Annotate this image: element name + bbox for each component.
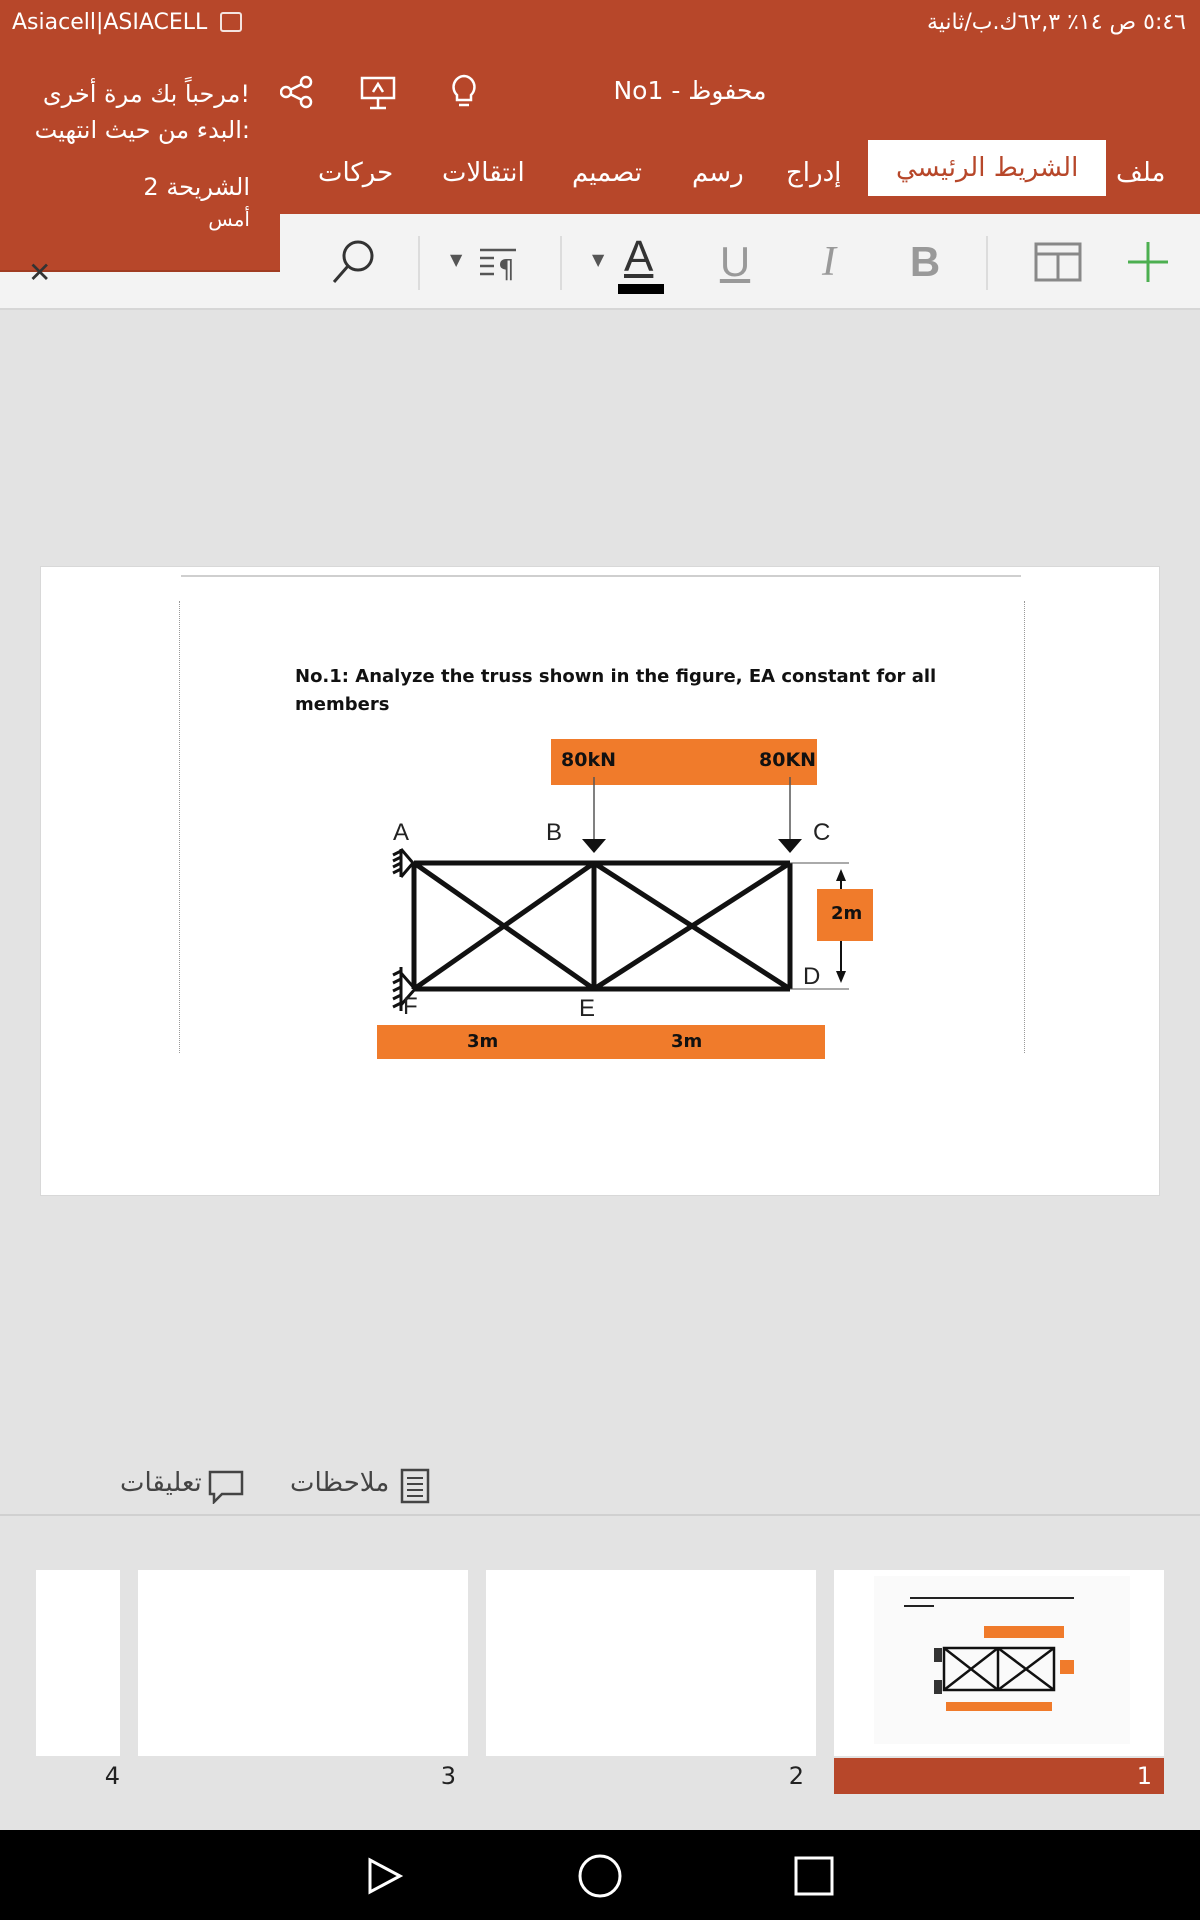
slide-thumbnail-4[interactable] (36, 1570, 120, 1756)
screenshot-icon (220, 12, 242, 32)
node-label-c: C (813, 819, 831, 846)
span-label-2: 3m (671, 1031, 703, 1052)
question-text: No.1: Analyze the truss shown in the figure, EA constant for all members (295, 666, 937, 715)
slide-thumbnail-2[interactable] (486, 1570, 816, 1756)
lightbulb-icon[interactable] (444, 72, 484, 112)
search-icon[interactable] (326, 234, 382, 290)
back-icon[interactable] (362, 1854, 406, 1898)
thumbnail-number-3[interactable]: 3 (440, 1762, 456, 1790)
toolbar-separator (418, 236, 420, 290)
carrier-name: Asiacell|ASIACELL (12, 10, 208, 35)
load-left-label: 80kN (561, 749, 616, 771)
thumbnail-number-4[interactable]: 4 (104, 1762, 120, 1790)
font-color-button[interactable]: ▼ A (592, 234, 672, 294)
underline-button[interactable]: U (719, 238, 751, 285)
resume-time-label: أمس (208, 207, 250, 231)
layout-icon[interactable] (1030, 234, 1086, 290)
support-a (393, 849, 413, 877)
tab-transitions[interactable]: انتقالات (442, 158, 525, 188)
node-label-a: A (393, 819, 410, 846)
tab-file[interactable]: ملف (1116, 158, 1166, 188)
thumbnail-number-1[interactable]: 1 (834, 1758, 1164, 1794)
load-right-label: 80KN (759, 749, 817, 771)
status-bar (0, 0, 1200, 46)
thumbnail-1-preview (874, 1576, 1130, 1744)
resume-text: البدء من حيث انتهيت: (34, 116, 250, 144)
notes-button[interactable] (288, 1464, 438, 1510)
close-icon[interactable]: ✕ (28, 256, 52, 289)
bold-button[interactable]: B (909, 238, 941, 285)
font-color-swatch (618, 284, 664, 294)
resume-slide-label[interactable]: الشريحة 2 (143, 173, 250, 201)
share-icon[interactable] (276, 72, 316, 112)
font-color-letter: A (624, 232, 654, 281)
comments-icon (208, 1470, 244, 1504)
present-icon[interactable] (358, 72, 398, 112)
slide-top-rule (181, 575, 1021, 577)
system-icons: ٥:٤٦ ص ١٤٪ ٦٢,٣ك.ب/ثانية (926, 10, 1186, 35)
tab-design[interactable]: تصميم (572, 158, 642, 188)
node-label-d: D (803, 963, 821, 990)
span-dimension-box (377, 1025, 825, 1059)
node-label-f: F (403, 993, 418, 1020)
tab-draw[interactable]: رسم (692, 158, 744, 188)
recents-icon[interactable] (792, 1854, 836, 1898)
navigation-bar (0, 1830, 1200, 1920)
notes-comments-bar (0, 1460, 1200, 1516)
node-label-e: E (579, 995, 596, 1022)
home-icon[interactable] (576, 1852, 624, 1900)
notes-label: ملاحظات (290, 1468, 390, 1498)
slide-thumbnail-3[interactable] (138, 1570, 468, 1756)
panel-divider (0, 1514, 1200, 1516)
current-slide[interactable] (40, 566, 1160, 1196)
comments-label: تعليقات (120, 1468, 202, 1498)
tab-insert[interactable]: إدراج (786, 158, 842, 188)
resume-popup[interactable] (0, 46, 280, 272)
notes-icon (400, 1468, 430, 1504)
height-dimension-label: 2m (831, 903, 863, 924)
toolbar-separator (560, 236, 562, 290)
svg-text:¶: ¶ (498, 255, 515, 285)
paragraph-button[interactable]: ▼ ¶ (450, 234, 530, 294)
toolbar-separator (986, 236, 988, 290)
comments-button[interactable] (118, 1464, 248, 1510)
italic-button[interactable]: I (822, 239, 836, 285)
paragraph-icon (476, 242, 520, 286)
thumbnail-number-2[interactable]: 2 (788, 1762, 804, 1790)
span-label-1: 3m (467, 1031, 499, 1052)
node-label-b: B (546, 819, 563, 846)
welcome-back-text: مرحباً بك مرة أخرى! (42, 80, 250, 108)
tab-animations[interactable]: حركات (318, 158, 394, 188)
tab-home[interactable]: الشريط الرئيسي (868, 140, 1106, 196)
plus-icon[interactable] (1120, 234, 1176, 290)
slide-thumbnail-1[interactable] (834, 1570, 1164, 1756)
document-title[interactable]: No1 - محفوظ (613, 76, 767, 105)
